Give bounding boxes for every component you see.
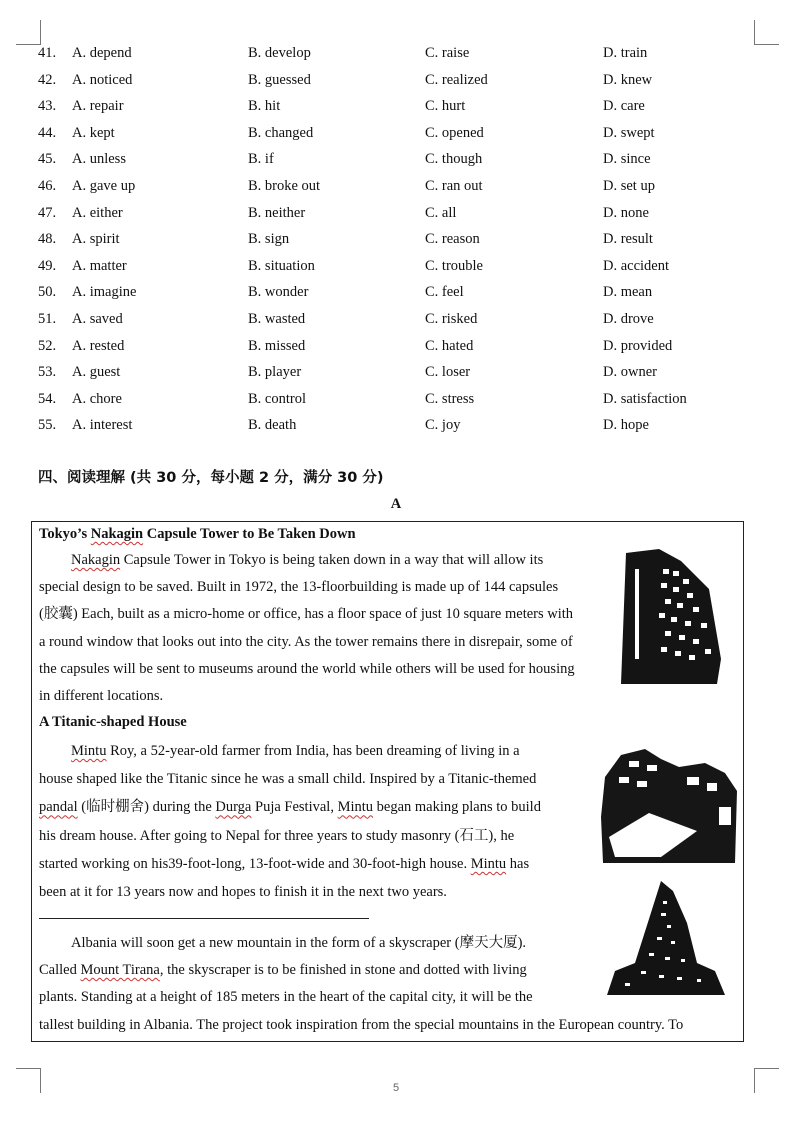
question-row — [0, 93, 792, 120]
option-d: D. set up — [603, 177, 655, 194]
question-row — [0, 67, 792, 94]
cloze-options-list — [0, 40, 792, 439]
wavy-word: Mintu — [71, 743, 107, 759]
wavy-word: Mintu — [337, 799, 374, 816]
option-a: A. gave up — [72, 177, 136, 194]
question-row — [0, 173, 792, 200]
option-c: C. though — [425, 151, 483, 168]
question-number: 55. — [38, 417, 57, 434]
question-number: 45. — [38, 151, 57, 168]
article3-body — [39, 930, 587, 1012]
question-number: 46. — [38, 177, 57, 194]
option-d: D. result — [603, 231, 653, 248]
option-d: D. none — [603, 204, 649, 221]
option-c: C. hated — [425, 337, 474, 354]
section-heading: 四、阅读理解 (共 30 分，每小题 2 分，满分 30 分) — [38, 470, 384, 486]
option-a: A. kept — [72, 124, 115, 141]
article1-body — [39, 547, 609, 710]
article3-line: Called Mount Tirana, the skyscraper is to be finished in stone and dotted with living — [39, 962, 527, 979]
article2-line: pandal (临时棚舍) during the Durga Puja Festival, Mintu began making plans to build — [39, 799, 541, 816]
article2-line: house shaped like the Titanic since he was a small child. Inspired by a Titanic-themed — [39, 771, 537, 788]
option-a: A. noticed — [72, 71, 133, 88]
option-b: B. guessed — [248, 71, 311, 88]
question-number: 52. — [38, 337, 57, 354]
question-row — [0, 226, 792, 253]
article2-line: started working on his39-foot-long, 13-foot-wide and 30-foot-high house. Mintu has — [39, 855, 530, 872]
article1-title: Tokyo’s Nakagin Capsule Tower to Be Taken Down — [39, 526, 356, 542]
article2-line: his dream house. After going to Nepal for three years to study masonry (石工), he — [39, 827, 515, 844]
question-number: 49. — [38, 257, 57, 274]
titanic-house-image — [601, 747, 739, 865]
option-a: A. chore — [72, 390, 122, 407]
option-d: D. since — [603, 151, 651, 168]
option-d: D. care — [603, 98, 645, 115]
option-a: A. repair — [72, 98, 124, 115]
article1-title-word-wavy: Nakagin — [90, 526, 144, 542]
option-c: C. feel — [425, 284, 464, 301]
article2-body — [39, 737, 587, 906]
option-d: D. mean — [603, 284, 653, 301]
option-d: D. train — [603, 45, 648, 61]
article2-title: A Titanic-shaped House — [39, 714, 187, 730]
question-number: 48. — [38, 231, 57, 248]
option-a: A. saved — [72, 310, 123, 327]
option-b: B. if — [248, 151, 274, 168]
option-b: B. missed — [248, 337, 306, 354]
question-number: 43. — [38, 98, 57, 115]
question-number: 51. — [38, 310, 57, 327]
option-a: A. guest — [72, 364, 121, 381]
option-a: A. interest — [72, 417, 133, 434]
option-b: B. hit — [248, 98, 281, 115]
question-row — [0, 120, 792, 147]
option-c: C. loser — [425, 364, 471, 381]
option-b: B. player — [248, 364, 302, 381]
option-a: A. either — [72, 204, 123, 221]
question-number: 54. — [38, 390, 57, 407]
option-a: A. depend — [72, 45, 132, 61]
article2-line: Mintu Roy, a 52-year-old farmer from India, has been dreaming of living in a — [71, 743, 520, 759]
question-row — [0, 386, 792, 413]
option-c: C. joy — [425, 417, 461, 434]
option-d: D. owner — [603, 364, 657, 381]
option-b: B. sign — [248, 231, 290, 248]
option-a: A. rested — [72, 337, 125, 354]
option-b: B. develop — [248, 45, 311, 61]
blank-title-line — [39, 918, 369, 919]
question-row — [0, 412, 792, 439]
article3-line: plants. Standing at a height of 185 meters in the heart of the capital city, it will be the — [39, 989, 533, 1006]
reading-passage-box — [31, 521, 744, 1042]
article1-line: (胶囊) Each, built as a micro-home or office, has a floor space of just 10 square meters with — [39, 606, 574, 623]
option-d: D. provided — [603, 337, 673, 354]
option-b: B. situation — [248, 257, 315, 274]
option-c: C. realized — [425, 71, 488, 88]
option-b: B. wasted — [248, 310, 306, 327]
question-row — [0, 253, 792, 280]
option-b: B. control — [248, 390, 306, 407]
mount-tirana-image — [601, 879, 731, 999]
article1-line: a round window that looks out into the city. As the tower remains there in disrepair, some of — [39, 633, 573, 650]
option-c: C. raise — [425, 45, 470, 61]
page-number: 5 — [392, 1082, 400, 1094]
question-row — [0, 40, 792, 67]
option-c: C. trouble — [425, 257, 483, 274]
question-number: 44. — [38, 124, 57, 141]
option-d: D. satisfaction — [603, 390, 687, 407]
wavy-word: Durga — [215, 799, 252, 816]
option-c: C. all — [425, 204, 457, 221]
option-c: C. ran out — [425, 177, 483, 194]
option-c: C. opened — [425, 124, 484, 141]
option-b: B. neither — [248, 204, 306, 221]
article3-last-line: tallest building in Albania. The project took inspiration from the special mountains in the European country. To — [39, 1017, 684, 1033]
article2-line: been at it for 13 years now and hopes to finish it in the next two years. — [39, 884, 447, 901]
option-d: D. accident — [603, 257, 670, 274]
article3-line: Albania will soon get a new mountain in the form of a skyscraper (摩天大厦). — [71, 935, 527, 951]
option-d: D. swept — [603, 124, 655, 141]
article1-line: special design to be saved. Built in 1972, the 13-floorbuilding is made up of 144 capsules — [39, 579, 559, 596]
article1-line: Nakagin Capsule Tower in Tokyo is being taken down in a way that will allow its — [71, 552, 544, 568]
option-a: A. matter — [72, 257, 127, 274]
option-d: D. hope — [603, 417, 649, 434]
part-label: A — [390, 496, 402, 512]
question-row — [0, 146, 792, 173]
option-c: C. hurt — [425, 98, 466, 115]
question-number: 53. — [38, 364, 57, 381]
question-row — [0, 200, 792, 227]
wavy-word: pandal — [39, 799, 78, 816]
wavy-word: Nakagin — [71, 552, 121, 568]
question-row — [0, 359, 792, 386]
wavy-word: Mintu — [470, 855, 507, 872]
option-a: A. unless — [72, 151, 126, 168]
option-a: A. spirit — [72, 231, 120, 248]
question-row — [0, 279, 792, 306]
question-number: 47. — [38, 204, 57, 221]
article1-line: the capsules will be sent to museums around the world while others will be used for housing — [39, 660, 575, 677]
option-a: A. imagine — [72, 284, 137, 301]
question-number: 50. — [38, 284, 57, 301]
option-b: B. wonder — [248, 284, 309, 301]
question-number: 41. — [38, 45, 57, 61]
question-number: 42. — [38, 71, 57, 88]
question-row — [0, 333, 792, 360]
option-b: B. death — [248, 417, 297, 434]
option-b: B. changed — [248, 124, 314, 141]
wavy-word: Mount Tirana — [80, 962, 160, 979]
article1-line: in different locations. — [39, 688, 164, 705]
option-c: C. stress — [425, 390, 475, 407]
capsule-tower-image — [621, 549, 726, 684]
option-b: B. broke out — [248, 177, 321, 194]
option-c: C. risked — [425, 310, 478, 327]
option-d: D. drove — [603, 310, 654, 327]
option-c: C. reason — [425, 231, 480, 248]
question-row — [0, 306, 792, 333]
option-d: D. knew — [603, 71, 653, 88]
